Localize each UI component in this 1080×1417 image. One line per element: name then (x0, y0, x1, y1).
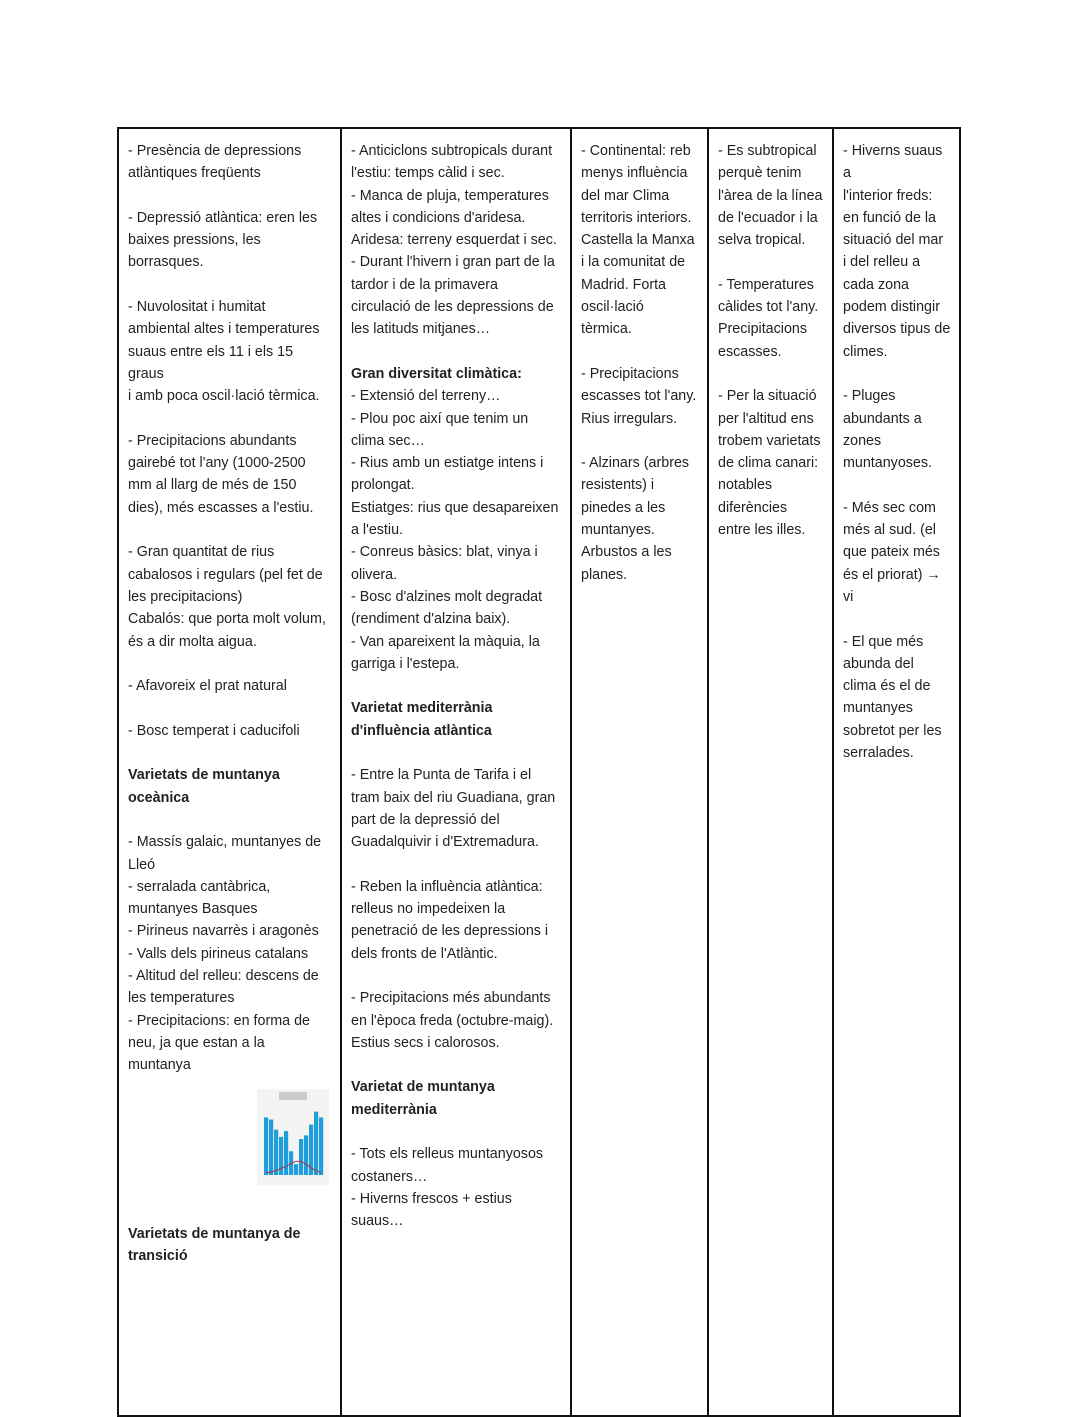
paragraph: - Reben la influència atlàntica: relleus no impedeixen la penetració de les depressions i dels fronts de l'Atlàntic. (351, 878, 549, 962)
precipitation-bar (299, 1139, 303, 1175)
paragraph: - Bosc temperat i caducifoli (128, 722, 300, 739)
paragraph: - Continental: reb menys influència del mar Clima territoris interiors. Castella la Manxa i la comunitat de Madrid. Forta oscil·lació tèrmica. (581, 143, 695, 338)
paragraph: - Temperatures càlides tot l'any. Precipitacions escasses. (718, 276, 819, 360)
precipitation-bar (319, 1117, 323, 1175)
column-canary (709, 129, 834, 1415)
paragraph: - Gran quantitat de rius cabalosos i regulars (pel fet de les precipitacions) Cabalós: que porta molt volum, és a dir molta aigua. (128, 544, 326, 650)
precipitation-bar (274, 1129, 278, 1174)
section-heading: Varietats de muntanya oceànica (128, 767, 280, 806)
column-continental (572, 129, 709, 1415)
section-heading: Gran diversitat climàtica: (351, 365, 522, 382)
precipitation-bar (314, 1111, 318, 1174)
climate-table (117, 127, 961, 1417)
column-oceanic (119, 129, 342, 1415)
precipitation-bar (264, 1117, 268, 1175)
paragraph: - Tots els relleus muntanyosos costaners… - Hiverns frescos + estius suaus… (351, 1146, 544, 1230)
precipitation-bar (269, 1119, 273, 1174)
climograph-image (257, 1089, 329, 1185)
column-mediterranean (342, 129, 572, 1415)
climate-chart-figure (128, 1089, 329, 1185)
paragraph: - Massís galaic, muntanyes de Lleó - serralada cantàbrica, muntanyes Basques - Pirineus navarrès i aragonès - Valls dels pirineus catalans - Altitud del relleu: descens de les temperatures - Precipitacions: en forma de neu, ja que estan a la muntanya (128, 834, 322, 1074)
paragraph: - El que més abunda del clima és el de muntanyes sobretot per les serralades. (843, 633, 942, 762)
paragraph: - Precipitacions abundants gairebé tot l'any (1000-2500 mm al llarg de més de 150 dies), més escasses a l'estiu. (128, 432, 314, 516)
section-heading: Varietats de muntanya de transició (128, 1225, 301, 1265)
section-heading: Varietat de muntanya mediterrània (351, 1079, 495, 1118)
column-mountain (834, 129, 959, 1415)
precipitation-bar (294, 1164, 298, 1175)
paragraph: - Depressió atlàntica: eren les baixes pressions, les borrasques. (128, 209, 318, 271)
section-heading: Varietat mediterrània d'influència atlàntica (351, 700, 493, 739)
paragraph: - Entre la Punta de Tarifa i el tram baix del riu Guadiana, gran part de la depressió del Guadalquivir i d'Extremadura. (351, 767, 556, 851)
precipitation-bar (304, 1135, 308, 1175)
paragraph: - Es subtropical perquè tenim l'àrea de la línea de l'ecuador i la selva tropical. (718, 143, 823, 249)
paragraph: - Extensió del terreny… - Plou poc així que tenim un clima sec… - Rius amb un estiatge intens i prolongat. Estiatges: rius que desapareixen a l'estiu. - Conreus bàsics: blat, vinya i olivera. - Bosc d'alzines molt degradat (rendiment d'alzina baix). - Van apareixent la màquia, la garriga i l'estepa. (351, 388, 559, 672)
chart-title-block (279, 1092, 307, 1100)
paragraph: - Anticiclons subtropicals durant l'estiu: temps càlid i sec. - Manca de pluja, temperatures altes i condicions d'aridesa. Aridesa: terreny esquerdat i sec. - Durant l'hivern i gran part de la tardor i de la primavera circulació de les depressions de les latituds mitjanes… (351, 143, 557, 338)
paragraph: - Nuvolositat i humitat ambiental altes i temperatures suaus entre els 11 i els 15 graus i amb poca oscil·lació tèrmica. (128, 299, 320, 405)
paragraph: - Alzinars (arbres resistents) i pinedes a les muntanyes. Arbustos a les planes. (581, 455, 690, 583)
paragraph: - Pluges abundants a zones muntanyoses. (843, 388, 933, 472)
paragraph: - Afavoreix el prat natural (128, 678, 287, 695)
paragraph: - Precipitacions més abundants en l'època freda (octubre-maig). Estius secs i calorosos. (351, 990, 554, 1051)
paragraph: - Hiverns suaus a l'interior freds: en funció de la situació del mar i del relleu a cada zona podem distingir diversos tipus de climes. (843, 143, 951, 360)
paragraph: - Precipitacions escasses tot l'any. Rius irregulars. (581, 365, 697, 427)
precipitation-bar (284, 1131, 288, 1175)
paragraph: - Per la situació per l'altitud ens trobem varietats de clima canari: notables diferències entre les illes. (718, 388, 821, 539)
paragraph: - Presència de depressions atlàntiques freqüents (128, 143, 302, 182)
paragraph: - Més sec com més al sud. (el que pateix més és el priorat) → vi (843, 499, 941, 605)
